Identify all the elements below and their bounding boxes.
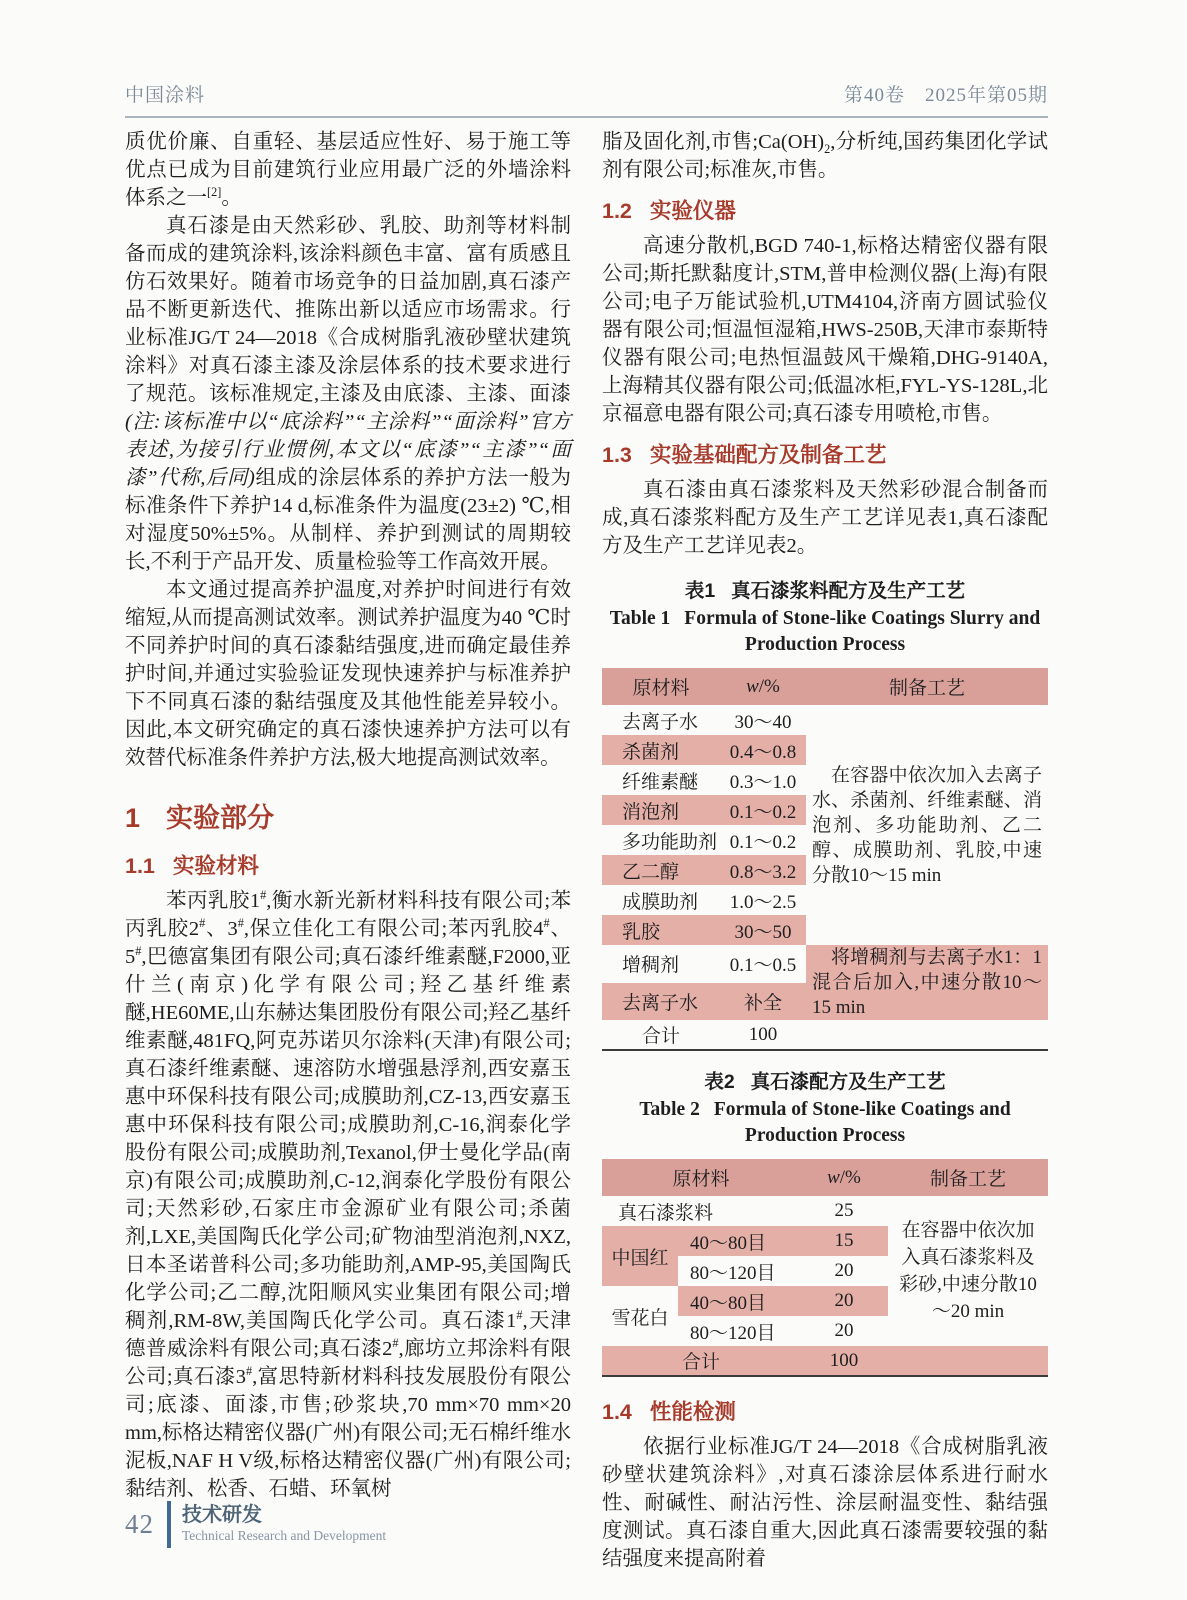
table-row: 成膜助剂 1.0～2.5 bbox=[622, 891, 797, 913]
footer-divider-bar bbox=[167, 1501, 171, 1548]
table-row: 消泡剂 0.1～0.2 bbox=[602, 795, 1048, 825]
paragraph: 真石漆由真石漆浆料及天然彩砂混合制备而成,真石漆浆料配方及生产工艺详见表1,真石漆配方及生产工艺详见表2。 bbox=[602, 479, 1048, 557]
table-row: 纤维素醚 0.3～1.0 bbox=[622, 771, 797, 793]
table-row: 去离子水 补全 bbox=[602, 983, 1048, 1021]
table-row: 原材料 w/% 制备工艺 bbox=[602, 668, 1048, 705]
table-row: 增稠剂 0.1～0.5 将增稠剂与去离子水1：1混合后加入,中速分散10～15 min bbox=[602, 945, 1048, 983]
two-column-body bbox=[125, 128, 1048, 1573]
table-row: 合计 100 bbox=[602, 1346, 1048, 1376]
table-row: 合计 100 bbox=[641, 1023, 778, 1047]
journal-name: 中国涂料 bbox=[125, 85, 206, 106]
table-1 bbox=[602, 668, 1048, 1051]
table-row: 乳胶 30～50 bbox=[602, 915, 1048, 945]
paragraph: 质优价廉、自重轻、基层适应性好、易于施工等优点已成为目前建筑行业应用最广泛的外墙涂料体系之一[2]。 bbox=[125, 131, 571, 209]
table-row: 真石漆浆料 25 在容器中依次加入真石漆浆料及彩砂,中速分散10～20 min bbox=[618, 1200, 1037, 1322]
table-1-caption-cn: 表1 真石漆浆料配方及生产工艺 bbox=[684, 580, 966, 602]
table-row: 乙二醇 0.8～3.2 bbox=[602, 855, 1048, 885]
table-2 bbox=[602, 1159, 1048, 1377]
page-header bbox=[125, 80, 1048, 118]
paragraph: 依据行业标准JG/T 24—2018《合成树脂乳液砂壁状建筑涂料》,对真石漆涂层体系进行耐水性、耐碱性、耐沾污性、涂层耐温变性、黏结强度测试。真石漆自重大,因此真石漆需要较强的黏结强度来提高附着 bbox=[602, 1436, 1048, 1570]
page-footer bbox=[125, 1501, 386, 1548]
footer-section bbox=[182, 1504, 386, 1545]
paragraph: 脂及固化剂,市售$;Ca(OH)_2$,分析纯,国药集团化学试剂有限公司;标准灰,市售。 bbox=[602, 131, 1048, 181]
table-row: 杀菌剂 0.4～0.8 bbox=[602, 735, 1048, 765]
paragraph: 本文通过提高养护温度,对养护时间进行有效缩短,从而提高测试效率。测试养护温度为40 ℃时不同养护时间的真石漆黏结强度,进而确定最佳养护时间,并通过实验验证发现快速养护与标准养护下不同真石漆的黏结强度及其他性能差异较小。因此,本文研究确定的真石漆快速养护方法可以有效替代标准条件养护方法,极大地提高测试效率。 bbox=[125, 579, 571, 769]
table-row: 雪花白 40～80目 20 bbox=[602, 1286, 1048, 1316]
table-row: 去离子水 30～40 在容器中依次加入去离子水、杀菌剂、纤维素醚、消泡剂、多功能助剂、乙二醇、成膜助剂、乳胶,中速分散10～15 min bbox=[622, 711, 1042, 886]
section-heading-1-4: 1.4 性能检测 bbox=[602, 1400, 736, 1424]
table-row: 中国红 40～80目 15 bbox=[602, 1226, 1048, 1256]
table-2-caption-en: Table 2 Formula of Stone-like Coatings and Production Process bbox=[639, 1099, 1011, 1146]
issue-info: 第40卷 2025年第05期 bbox=[843, 85, 1048, 106]
table-row: 原材料 w/% 制备工艺 bbox=[602, 1159, 1048, 1196]
column-right bbox=[602, 128, 1048, 1573]
table-row: 多功能助剂 0.1～0.2 bbox=[622, 831, 797, 853]
table-2-caption-cn: 表2 真石漆配方及生产工艺 bbox=[704, 1071, 946, 1093]
paragraph-materials: 苯丙乳胶1#,衡水新光新材料科技有限公司;苯丙乳胶2#、3#,保立佳化工有限公司;苯丙乳胶4#、5#,巴德富集团有限公司;真石漆纤维素醚,F2000,亚什兰(南京)化学有限公司;羟乙基纤维素醚,HE60ME,山东赫达集团股份有限公司;羟乙基纤维素醚,481FQ,阿克苏诺贝尔涂料(天津)有限公司;真石漆纤维素醚、速溶防水增强悬浮剂,西安嘉玉惠中环保科技有限公司;成膜助剂,CZ-13,西安嘉玉惠中环保科技有限公司;成膜助剂,C-16,润泰化学股份有限公司;成膜助剂,Texanol,伊士曼化学品(南京)有限公司;成膜助剂,C-12,润泰化学股份有限公司;天然彩砂,石家庄市金源矿业有限公司;杀菌剂,LXE,美国陶氏化学公司;矿物油型消泡剂,NXZ,日本圣诺普科公司;多功能助剂,AMP-95,美国陶氏化学公司;乙二醇,沈阳顺风实业集团有限公司;增稠剂,RM-8W,美国陶氏化学公司。真石漆1#,天津德普威涂料有限公司;真石漆2#,廊坊立邦涂料有限公司;真石漆3#,富思特新材料科技发展股份有限公司;底漆、面漆,市售;砂浆块,70 mm×70 mm×20 mm,标格达精密仪器(广州)有限公司;无石棉纤维水泥板,NAF H V级,标格达精密仪器(广州)有限公司;黏结剂、松香、石蜡、环氧树 bbox=[125, 888, 572, 1500]
paragraph-instruments: 高速分散机,BGD 740-1,标格达精密仪器有限公司;斯托默黏度计,STM,普申检测仪器(上海)有限公司;电子万能试验机,UTM4104,济南方圆试验仪器有限公司;恒温恒湿箱,HWS-250B,天津市泰斯特仪器有限公司;电热恒温鼓风干燥箱,DHG-9140A,上海精其仪器有限公司;低温冰柜,FYL-YS-128L,北京福意电器有限公司;真石漆专用喷枪,市售。 bbox=[602, 235, 1048, 425]
section-heading-1-2: 1.2 实验仪器 bbox=[602, 199, 736, 223]
column-left bbox=[125, 128, 571, 1573]
table-row: 80～120目 20 bbox=[690, 1320, 854, 1344]
section-heading-1-3: 1.3 实验基础配方及制备工艺 bbox=[602, 443, 887, 467]
section-heading-1: 1 实验部分 bbox=[125, 803, 275, 833]
footer-section-en: Technical Research and Development bbox=[182, 1528, 387, 1543]
section-heading-1-1: 1.1 实验材料 bbox=[125, 854, 259, 878]
footer-section-cn: 技术研发 bbox=[182, 1504, 262, 1526]
paragraph: 真石漆是由天然彩砂、乳胶、助剂等材料制备而成的建筑涂料,该涂料颜色丰富、富有质感且仿石效果好。随着市场竞争的日益加剧,真石漆产品不断更新迭代、推陈出新以适应市场需求。行业标准JG/T 24—2018《合成树脂乳液砂壁状建筑涂料》对真石漆主漆及涂层体系的技术要求进行了规范。该标准规定,主漆及由底漆、主漆、面漆(注:该标准中以“底涂料”“主涂料”“面涂料”官方表述,为接引行业惯例,本文以“底漆”“主漆”“面漆”代称,后同)组成的涂层体系的养护方法一般为标准条件下养护14 d,标准条件为温度(23±2) ℃,相对湿度50%±5%。从制样、养护到测试的周期较长,不利于产品开发、质量检验等工作高效开展。 bbox=[125, 215, 571, 573]
table-1-caption-en: Table 1 Formula of Stone-like Coatings Slurry and Production Process bbox=[609, 608, 1041, 655]
table-row: 80～120目 20 bbox=[690, 1260, 854, 1284]
page-number: 42 bbox=[125, 1509, 154, 1539]
